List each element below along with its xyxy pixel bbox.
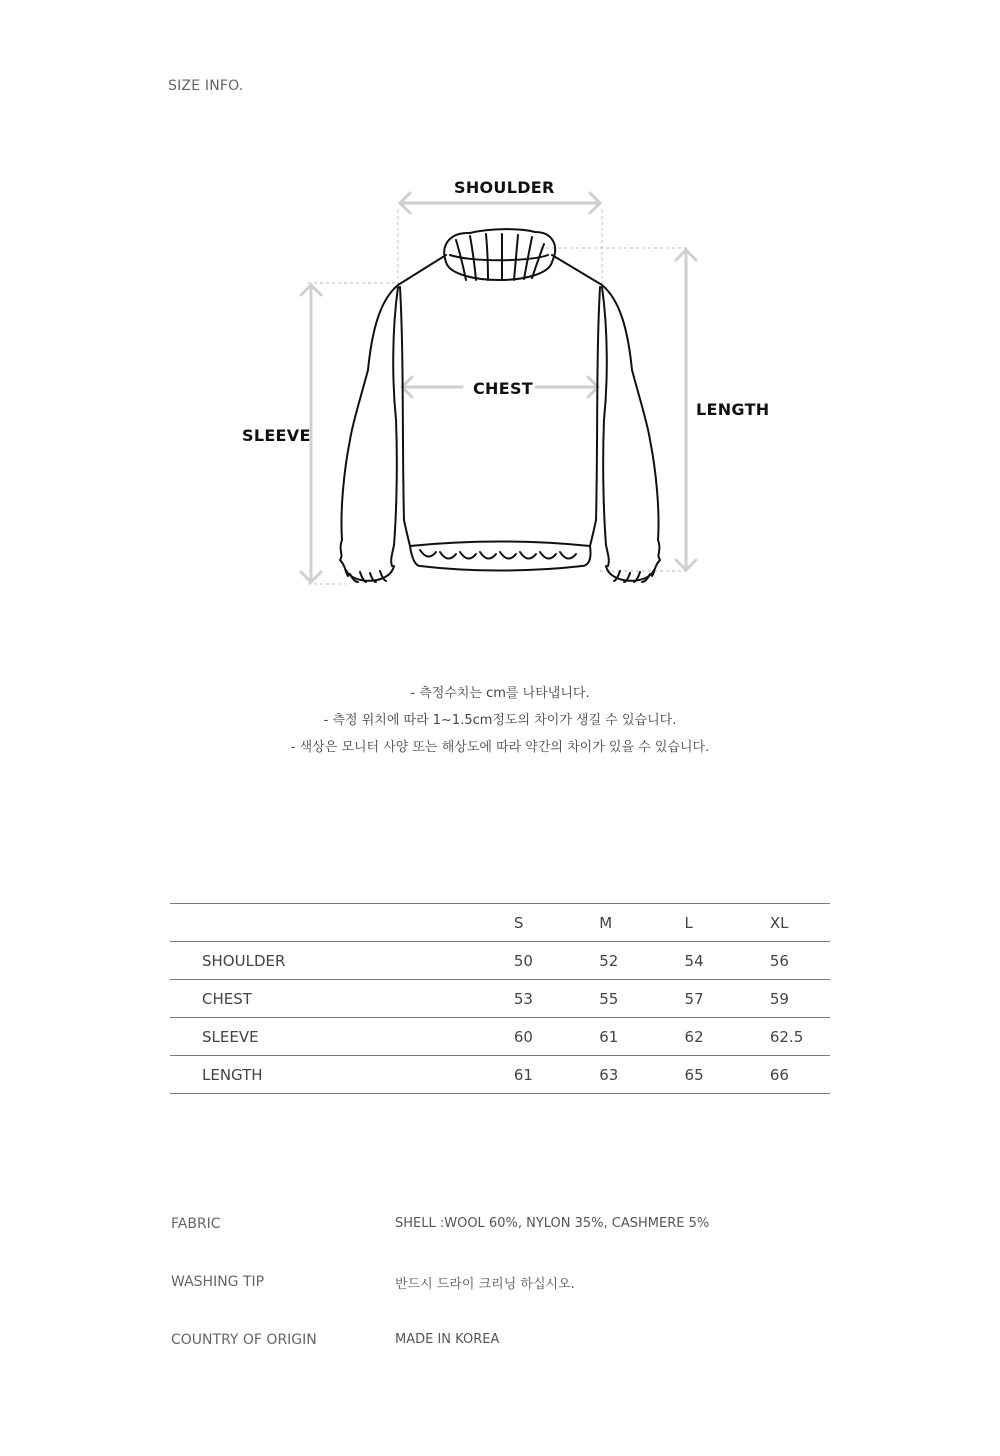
size-table [170, 903, 830, 1094]
header-cell-xl: XL [770, 904, 830, 942]
table-cell: 57 [685, 980, 770, 1018]
table-cell: 61 [514, 1056, 599, 1094]
measurement-notes [0, 680, 1000, 761]
table-cell: 63 [599, 1056, 684, 1094]
header-cell-l: L [685, 904, 770, 942]
header-cell-m: M [599, 904, 684, 942]
table-cell: 61 [599, 1018, 684, 1056]
table-cell: 54 [685, 942, 770, 980]
table-row [170, 980, 830, 1018]
table-cell: 50 [514, 942, 599, 980]
header-cell-s: S [514, 904, 599, 942]
chest-label: CHEST [473, 379, 533, 398]
length-label: LENGTH [696, 400, 770, 419]
row-label: CHEST [170, 980, 514, 1018]
table-cell: 55 [599, 980, 684, 1018]
size-diagram [0, 0, 1000, 650]
note-line: - 측정수치는 cm를 나타냅니다. [410, 686, 590, 701]
country-of-origin-value: MADE IN KOREA [395, 1332, 500, 1347]
shoulder-label: SHOULDER [454, 178, 555, 197]
header-cell [170, 904, 514, 942]
table-row [170, 1056, 830, 1094]
row-label: SHOULDER [170, 942, 514, 980]
table-row [170, 942, 830, 980]
table-cell: 53 [514, 980, 599, 1018]
sweater-illustration [0, 0, 1000, 650]
table-cell: 62.5 [770, 1018, 830, 1056]
fabric-value: SHELL :WOOL 60%, NYLON 35%, CASHMERE 5% [395, 1216, 710, 1231]
table-cell: 52 [599, 942, 684, 980]
table-row [170, 1018, 830, 1056]
fabric-label: FABRIC [171, 1216, 221, 1232]
table-cell: 60 [514, 1018, 599, 1056]
table-cell: 59 [770, 980, 830, 1018]
washing-tip-label: WASHING TIP [171, 1274, 265, 1290]
table-cell: 65 [685, 1056, 770, 1094]
row-label: LENGTH [170, 1056, 514, 1094]
table-cell: 56 [770, 942, 830, 980]
country-of-origin-label: COUNTRY OF ORIGIN [171, 1332, 317, 1348]
washing-tip-value: 반드시 드라이 크리닝 하십시오. [395, 1277, 575, 1292]
row-label: SLEEVE [170, 1018, 514, 1056]
table-cell: 62 [685, 1018, 770, 1056]
sleeve-label: SLEEVE [242, 426, 311, 445]
table-cell: 66 [770, 1056, 830, 1094]
note-line: - 측정 위치에 따라 1~1.5cm정도의 차이가 생길 수 있습니다. [323, 713, 677, 728]
note-line: - 색상은 모니터 사양 또는 해상도에 따라 약간의 차이가 있을 수 있습니다. [290, 740, 710, 755]
section-title: SIZE INFO. [168, 78, 244, 94]
table-header-row [170, 904, 830, 942]
